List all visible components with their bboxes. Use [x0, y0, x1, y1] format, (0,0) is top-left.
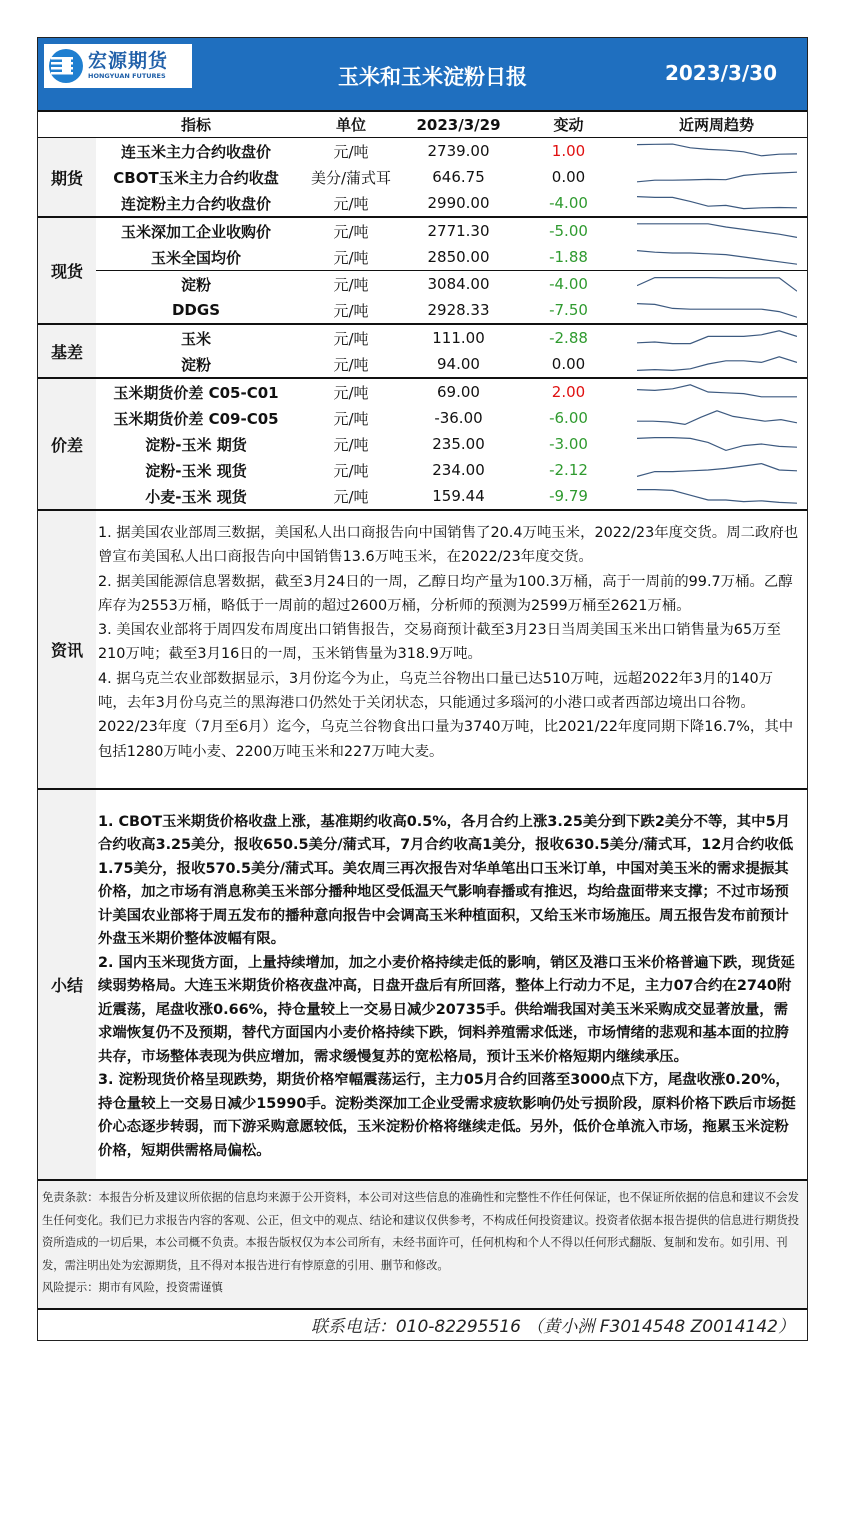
unit-cell: 元/吨: [296, 378, 406, 405]
unit-cell: 元/吨: [296, 324, 406, 351]
change-cell: -4.00: [511, 271, 626, 298]
section-label: 现货: [38, 217, 96, 324]
indicator-name-cell: 淀粉: [180, 355, 211, 374]
unit-cell: 元/吨: [333, 142, 369, 161]
table-row: [38, 431, 807, 457]
trend-sparkline: [637, 221, 797, 241]
value-cell: 69.00: [406, 378, 511, 405]
trend-line: [637, 224, 797, 238]
logo-text-cn: 宏源期货: [88, 50, 169, 72]
table-row: [38, 244, 807, 271]
trend-sparkline: [637, 247, 797, 267]
indicator-name-cell: 玉米深加工企业收购价: [96, 217, 296, 244]
news-item: 1. 据美国农业部周三数据，美国私人出口商报告向中国销售了20.4万吨玉米，2022/23年度交货。周二政府也曾宣布美国私人出口商报告向中国销售13.6万吨玉米，在2022/23年度交货。: [98, 525, 799, 566]
change-cell: -4.00: [549, 194, 588, 212]
trend-sparkline: [637, 382, 797, 402]
section-label: 价差: [38, 378, 96, 509]
table-header-row: [38, 112, 807, 138]
unit-cell: 元/吨: [333, 194, 369, 213]
value-cell: 234.00: [432, 461, 485, 479]
table-row: [38, 271, 807, 298]
trend-line: [637, 411, 797, 425]
trend-line: [637, 251, 797, 265]
value-cell: 2990.00: [427, 194, 490, 212]
trend-cell: [626, 351, 807, 378]
value-cell: 2850.00: [427, 248, 490, 266]
indicator-name-cell: 连玉米主力合约收盘价: [120, 142, 271, 161]
unit-cell: 元/吨: [296, 217, 406, 244]
trend-sparkline: [637, 167, 797, 187]
value-cell: 2928.33: [427, 301, 490, 319]
trend-cell: [626, 138, 807, 165]
daily-report: [37, 37, 808, 1341]
unit-cell: 元/吨: [333, 487, 369, 506]
trend-sparkline: [637, 460, 797, 480]
trend-line: [637, 490, 797, 504]
trend-cell: [626, 297, 807, 324]
trend-sparkline: [637, 328, 797, 348]
trend-line: [637, 438, 797, 451]
indicator-name-cell: 玉米全国均价: [150, 248, 241, 267]
unit-cell: 元/吨: [333, 355, 369, 374]
change-cell: -6.00: [549, 409, 588, 427]
trend-sparkline: [637, 486, 797, 506]
change-cell: 0.00: [551, 355, 586, 373]
table-row: [38, 483, 807, 509]
change-cell: -1.88: [549, 248, 588, 266]
change-cell: -2.12: [549, 461, 588, 479]
table-row: [38, 217, 807, 244]
trend-line: [637, 331, 797, 344]
value-cell: 646.75: [432, 168, 485, 186]
unit-cell: 元/吨: [333, 409, 369, 428]
change-cell: 0.00: [551, 168, 586, 186]
market-data-table: [38, 112, 807, 509]
report-header: [38, 38, 807, 112]
column-header-value: 2023/3/29: [406, 112, 511, 138]
value-cell: 235.00: [432, 435, 485, 453]
trend-cell: [626, 164, 807, 190]
trend-cell: [626, 324, 807, 351]
trend-cell: [626, 271, 807, 298]
value-cell: -36.00: [434, 409, 483, 427]
trend-sparkline: [637, 408, 797, 428]
value-cell: 159.44: [432, 487, 485, 505]
summary-body: [96, 790, 807, 1180]
indicator-name-cell: CBOT玉米主力合约收盘: [113, 168, 279, 187]
trend-cell: [626, 378, 807, 405]
section-label: 期货: [38, 138, 96, 218]
trend-line: [637, 304, 797, 318]
trend-sparkline: [637, 300, 797, 320]
disclaimer-section: [38, 1179, 807, 1308]
news-body: [96, 511, 807, 788]
news-section: [38, 509, 807, 788]
unit-cell: 元/吨: [296, 271, 406, 298]
trend-line: [637, 357, 797, 371]
table-row: [38, 138, 807, 165]
trend-sparkline: [637, 274, 797, 294]
unit-cell: 元/吨: [333, 248, 369, 267]
trend-cell: [626, 244, 807, 271]
disclaimer-text: 免责条款：本报告分析及建议所依据的信息均来源于公开资料，本公司对这些信息的准确性和完整性不作任何保证，也不保证所依据的信息和建议不会发生任何变化。我们已力求报告内容的客观、公正，但文中的观点、结论和建议仅供参考，不构成任何投资建议。投资者依据本报告提供的信息进行期货投资所造成的一切后果，本公司概不负责。本报告版权仅为本公司所有，未经书面许可，任何机构和个人不得以任何形式翻版、复制和发布。如引用、刊发，需注明出处为宏源期货，且不得对本报告进行有悖原意的引用、删节和修改。: [42, 1191, 799, 1272]
summary-item: 3. 淀粉现货价格呈现跌势，期货价格窄幅震荡运行，主力05月合约回落至3000点下方，尾盘收涨0.20%，持仓量较上一交易日减少15990手。淀粉类深加工企业受需求疲软影响仍处亏损阶段，原料价格下跌后市场挺价心态逐步转弱，而下游采购意愿较低，玉米淀粉价格将继续走低。另外，低价仓单流入市场，拖累玉米淀粉价格，短期供需格局偏松。: [98, 1072, 796, 1159]
change-cell: -3.00: [549, 435, 588, 453]
trend-line: [637, 464, 797, 477]
trend-line: [637, 197, 797, 209]
trend-cell: [626, 431, 807, 457]
table-row: [38, 190, 807, 217]
table-row: [38, 378, 807, 405]
logo-text-en: HONGYUAN FUTURES: [88, 72, 166, 80]
summary-section: [38, 788, 807, 1180]
trend-cell: [626, 190, 807, 217]
trend-line: [637, 144, 797, 156]
indicator-name-cell: 玉米期货价差 C09-C05: [113, 409, 279, 428]
change-cell: -5.00: [511, 217, 626, 244]
trend-line: [637, 172, 797, 182]
news-label: 资讯: [38, 511, 96, 788]
table-row: [38, 297, 807, 324]
indicator-name-cell: 玉米期货价差 C05-C01: [96, 378, 296, 405]
trend-sparkline: [637, 354, 797, 374]
column-header-indicator: 指标: [96, 112, 296, 138]
table-row: [38, 457, 807, 483]
unit-cell: 元/吨: [333, 435, 369, 454]
indicator-name-cell: DDGS: [171, 301, 221, 319]
unit-cell: 美分/蒲式耳: [310, 168, 392, 187]
column-header-unit: 单位: [296, 112, 406, 138]
indicator-name-cell: 淀粉-玉米 现货: [145, 461, 247, 480]
change-cell: -7.50: [549, 301, 588, 319]
summary-item: 1. CBOT玉米期货价格收盘上涨，基准期约收高0.5%，各月合约上涨3.25美分到下跌2美分不等，其中5月合约收高3.25美分，报收650.5美分/蒲式耳，7月合约收高1美分，报收630.5美分/蒲式耳，12月合约收低1.75美分，报收570.5美分/蒲式耳。美农周三再次报告对华单笔出口玉米订单，中国对美玉米的需求提振其价格，加之市场有消息称美玉米部分播种地区受低温天气影响春播或有推迟，均给盘面带来支撑；不过市场预计美国农业部将于周五发布的播种意向报告中会调高玉米种植面积，又给玉米市场施压。周五报告发布前预计外盘玉米期价整体波幅有限。: [98, 813, 794, 948]
report-date: 2023/3/30: [664, 61, 777, 85]
value-cell: 111.00: [406, 324, 511, 351]
trend-cell: [626, 217, 807, 244]
trend-sparkline: [637, 193, 797, 213]
change-cell: 1.00: [551, 142, 586, 160]
indicator-name-cell: 小麦-玉米 现货: [145, 487, 247, 506]
unit-cell: 元/吨: [333, 301, 369, 320]
unit-cell: 元/吨: [333, 461, 369, 480]
column-header-change: 变动: [511, 112, 626, 138]
trend-sparkline: [637, 141, 797, 161]
table-row: [38, 405, 807, 431]
indicator-name-cell: 淀粉: [96, 271, 296, 298]
column-header-blank: [38, 112, 96, 138]
news-item: 4. 据乌克兰农业部数据显示，3月份迄今为止，乌克兰谷物出口量已达510万吨，远超2022年3月的140万吨，去年3月份乌克兰的黑海港口仍然处于关闭状态，只能通过多瑙河的小港口或者西部边境出口谷物。2022/23年度（7月至6月）迄今，乌克兰谷物食出口量为3740万吨，比2021/22年度同期下降16.7%，其中包括1280万吨小麦、2200万吨玉米和227万吨大麦。: [98, 670, 794, 760]
summary-label: 小结: [38, 790, 96, 1180]
trend-line: [637, 385, 797, 397]
indicator-name-cell: 玉米: [96, 324, 296, 351]
trend-sparkline: [637, 434, 797, 454]
change-cell: -9.79: [549, 487, 588, 505]
indicator-name-cell: 连淀粉主力合约收盘价: [120, 194, 271, 213]
value-cell: 94.00: [437, 355, 480, 373]
value-cell: 2739.00: [427, 142, 490, 160]
indicator-name-cell: 淀粉-玉米 期货: [145, 435, 247, 454]
value-cell: 2771.30: [406, 217, 511, 244]
summary-item: 2. 国内玉米现货方面，上量持续增加，加之小麦价格持续走低的影响，销区及港口玉米价格普遍下跌，现货延续弱势格局。大连玉米期货价格夜盘冲高，日盘开盘后有所回落，整体上行动力不足，主力07合约在2740附近震荡，尾盘收涨0.66%，持仓量较上一交易日减少20735手。供给端我国对美玉米采购成交显著放量，需求端恢复仍不及预期，替代方面国内小麦价格持续下跌，饲料养殖需求低迷，市场情绪的悲观和基本面的拉胯共存，市场整体表现为供应增加，需求缓慢复苏的宽松格局，预计玉米价格短期内继续承压。: [98, 954, 795, 1065]
change-cell: 2.00: [511, 378, 626, 405]
trend-cell: [626, 483, 807, 509]
trend-cell: [626, 457, 807, 483]
column-header-trend: 近两周趋势: [626, 112, 807, 138]
risk-warning: 风险提示：期市有风险，投资需谨慎: [42, 1281, 223, 1295]
report-title: 玉米和玉米淀粉日报: [338, 65, 527, 89]
table-row: [38, 324, 807, 351]
section-label: 基差: [38, 324, 96, 378]
trend-cell: [626, 405, 807, 431]
table-row: [38, 351, 807, 378]
table-row: [38, 164, 807, 190]
news-item: 3. 美国农业部将于周四发布周度出口销售报告，交易商预计截至3月23日当周美国玉米出口销售量为65万至210万吨；截至3月16日的一周，玉米销售量为318.9万吨。: [98, 622, 781, 663]
trend-line: [637, 278, 797, 292]
news-item: 2. 据美国能源信息署数据，截至3月24日的一周，乙醇日均产量为100.3万桶，高于一周前的99.7万桶。乙醇库存为2553万桶，略低于一周前的超过2600万桶，分析师的预测为2599万桶至2621万桶。: [98, 573, 793, 614]
change-cell: -2.88: [511, 324, 626, 351]
contact-info: 联系电话：010-82295516 （黄小洲 F3014548 Z0014142）: [38, 1308, 807, 1340]
value-cell: 3084.00: [406, 271, 511, 298]
